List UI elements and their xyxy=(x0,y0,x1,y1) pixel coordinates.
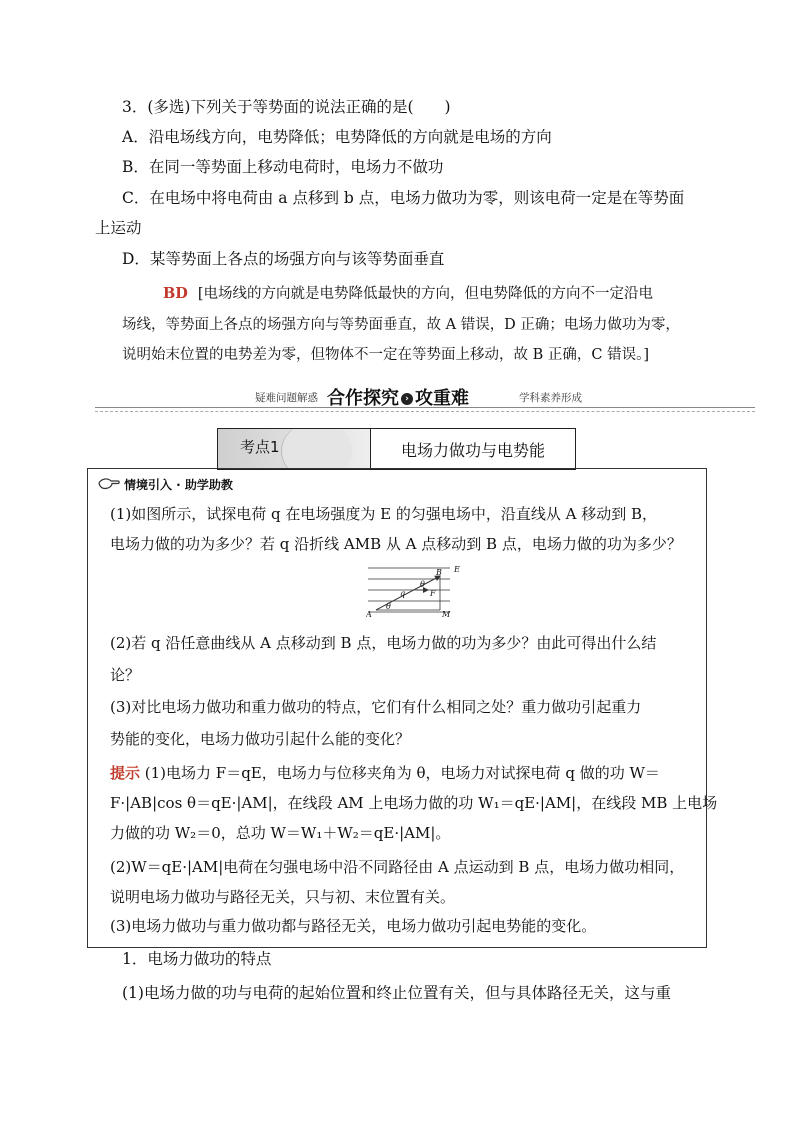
hint2-line-1: (2)W＝qE·|AM|电荷在匀强电场中沿不同路径由 A 点运动到 B 点，电场力做功相同， xyxy=(110,858,685,876)
section-header xyxy=(95,387,755,409)
q1-line-1: (1)如图所示，试探电荷 q 在电场强度为 E 的匀强电场中，沿直线从 A 移动到 B， xyxy=(110,505,658,523)
label-a: A xyxy=(366,610,372,619)
hint-line-2: F·|AB|cos θ＝qE·|AM|，在线段 AM 上电场力做的功 W₁＝qE·|AM|，在线段 MB 上电场 xyxy=(110,794,718,812)
hint2-line-2: 说明电场力做功与路径无关，只与初、末位置有关。 xyxy=(110,888,456,906)
label-theta-2: θ xyxy=(386,602,391,611)
explanation-line-1: [电场线的方向就是电势降低最快的方向，但电势降低的方向不一定沿电 xyxy=(197,286,653,302)
hint-label: 提示 xyxy=(110,764,141,782)
hand-pointer-icon xyxy=(98,476,120,490)
q3-line-2: 势能的变化，电场力做功引起什么能的变化？ xyxy=(110,730,411,748)
topic-title: 电场力做功与电势能 xyxy=(400,440,545,460)
q2-line-2: 论？ xyxy=(110,666,141,684)
question-stem: 3．(多选)下列关于等势面的说法正确的是( ) xyxy=(122,98,451,116)
section-main-title: 合作探究 › 攻重难 xyxy=(327,388,469,409)
electric-field-figure xyxy=(366,564,478,620)
option-c: C．在电场中将电荷由 a 点移到 b 点，电场力做功为零，则该电荷一定是在等势面 xyxy=(122,189,685,207)
label-e: E xyxy=(454,565,460,574)
label-q: q xyxy=(400,589,406,598)
option-b: B．在同一等势面上移动电荷时，电场力不做功 xyxy=(122,158,444,176)
label-b: B xyxy=(436,568,442,577)
topic-tag: 考点1 xyxy=(218,429,371,469)
q3-line-1: (3)对比电场力做功和重力做功的特点，它们有什么相同之处？重力做功引起重力 xyxy=(110,698,642,716)
explanation-line-3: 说明始末位置的电势差为零，但物体不一定在等势面上移动，故 B 正确，C 错误。] xyxy=(122,347,649,363)
option-a: A．沿电场线方向，电势降低；电势降低的方向就是电场的方向 xyxy=(122,128,552,146)
option-c-cont: 上运动 xyxy=(95,219,142,237)
guide-label: 情境引入 · 助学助教 xyxy=(124,478,233,492)
hint-line-1: 提示 (1)电场力 F＝qE，电场力与位移夹角为 θ，电场力对试探电荷 q 做的功 W＝ xyxy=(110,764,660,782)
topic-banner xyxy=(217,428,576,470)
tail-line-1: (1)电场力做的功与电荷的起始位置和终止位置有关，但与具体路径无关，这与重 xyxy=(122,984,671,1002)
section-left-text: 疑难问题解惑 xyxy=(255,392,318,404)
scenario-box xyxy=(87,468,718,948)
hint-line-3: 力做的功 W₂＝0，总功 W＝W₁＋W₂＝qE·|AM|。 xyxy=(110,824,451,842)
hint3-line-1: (3)电场力做功与重力做功都与路径无关，电场力做功引起电势能的变化。 xyxy=(110,917,597,935)
arrow-circle-icon: › xyxy=(401,393,413,405)
label-m: M xyxy=(442,610,451,619)
q1-line-2: 电场力做的功为多少？若 q 沿折线 AMB 从 A 点移动到 B 点，电场力做的功为多少？ xyxy=(110,535,682,553)
section-divider xyxy=(95,407,755,408)
explanation-line-2: 场线，等势面上各点的场强方向与等势面垂直，故 A 错误，D 正确；电场力做功为零， xyxy=(122,317,680,333)
q2-line-1: (2)若 q 沿任意曲线从 A 点移动到 B 点，电场力做的功为多少？由此可得出什么结 xyxy=(110,634,657,652)
label-f: F xyxy=(430,589,436,598)
tail-heading: 1．电场力做功的特点 xyxy=(122,950,272,968)
section-right-text: 学科素养形成 xyxy=(519,392,582,404)
section-divider-dashed xyxy=(95,411,755,412)
label-theta-1: θ xyxy=(420,580,425,589)
option-d: D．某等势面上各点的场强方向与该等势面垂直 xyxy=(122,250,445,268)
answer-line xyxy=(163,283,653,305)
answer-label: BD xyxy=(163,285,188,302)
